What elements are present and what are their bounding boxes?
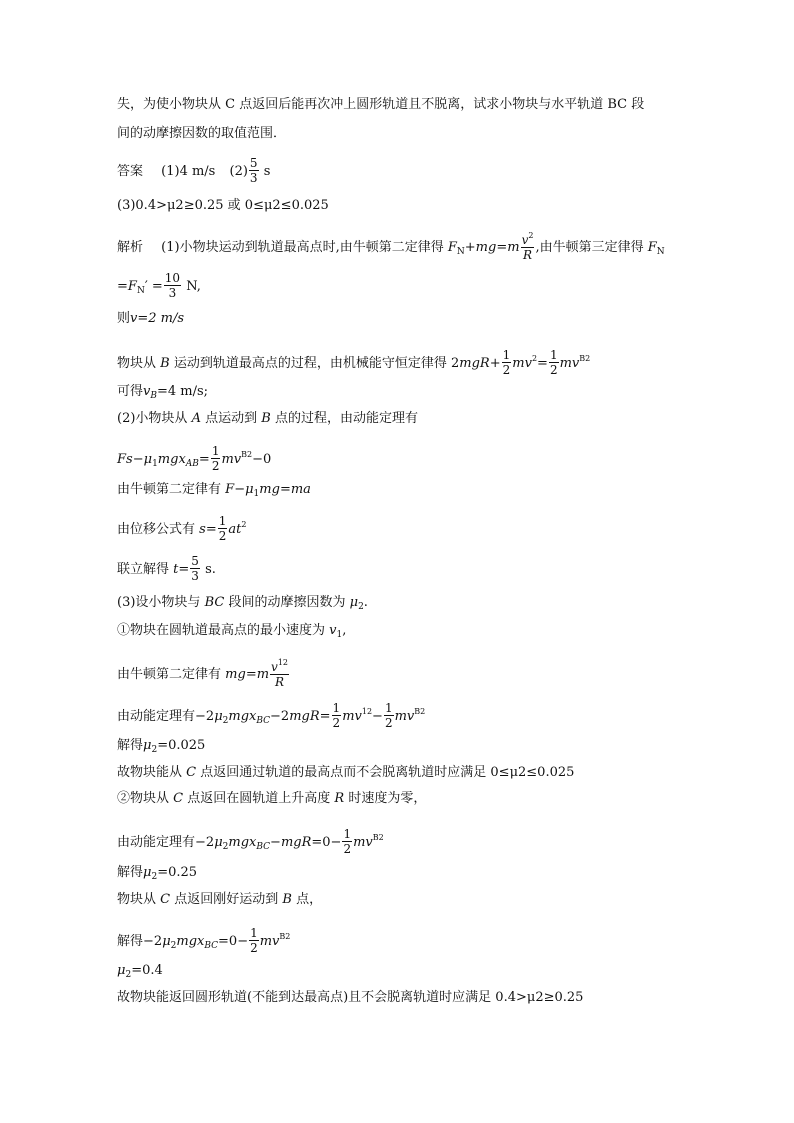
problem-continuation-line-1: 失，为使小物块从 C 点返回后能再次冲上圆形轨道且不脱离，试求小物块与水平轨道 BC 段	[117, 97, 645, 112]
analysis-line-11: (3)设小物块与 BC 段间的动摩擦因数为 $\mu_2$.	[117, 595, 368, 612]
analysis-line-3: 则v=2 m/s	[117, 311, 185, 326]
answer-part-1: (1)4 m/s	[161, 164, 216, 179]
answer-part-2-label: (2)	[229, 164, 248, 179]
analysis-line-15: 解得$\mu_2=0.025$	[117, 738, 206, 755]
fraction-10-3: $\frac{10}{3}$	[164, 271, 181, 300]
analysis-line-18: 由动能定理有$-2\mu_2mgx_{BC}-mgR=0-$ $\frac{1}{2}$ $mv^{B2}$	[117, 827, 384, 856]
answer-part-3: (3)0.4>μ2≥0.25 或 0≤μ2≤0.025	[117, 198, 329, 213]
analysis-line-17: ②物块从 C 点返回在圆轨道上升高度 R 时速度为零，	[117, 791, 427, 806]
analysis-line-22: $\mu_2=0.4$	[117, 963, 163, 980]
analysis-line-13: 由牛顿第二定律有 mg=m $\frac{v^{12}}{R}$	[117, 658, 289, 689]
analysis-line-10: 联立解得 t= $\frac{5}{3}$ s.	[117, 554, 216, 583]
analysis-line-19: 解得$\mu_2=0.25$	[117, 865, 198, 882]
analysis-line-9: 由位移公式有 s= $\frac{1}{2}$ $at^2$	[117, 514, 247, 543]
analysis-line-6: (2)小物块从 A 点运动到 B 点的过程，由动能定理有	[117, 411, 418, 426]
analysis-line-5: 可得$v_B=4$ m/s;	[117, 384, 209, 401]
analysis-line-2: $=F_N'$ = $\frac{10}{3}$ N,	[117, 271, 201, 300]
analysis-line-23: 故物块能返回圆形轨道(不能到达最高点)且不会脱离轨道时应满足 0.4>μ2≥0.25	[117, 990, 584, 1005]
analysis-line-12: ①物块在圆轨道最高点的最小速度为 $v_1$,	[117, 623, 347, 640]
fraction-5-3: $\frac{5}{3}$	[249, 156, 258, 185]
answer-line: 答案 (1)4 m/s (2) $\frac{5}{3}$ s	[117, 156, 271, 185]
analysis-line-14: 由动能定理有$-2\mu_2mgx_{BC}-2mgR=$ $\frac{1}{2}$ $mv^{12}-$ $\frac{1}{2}$ $mv^{B2}$	[117, 701, 426, 730]
problem-continuation-line-2: 间的动摩擦因数的取值范围．	[117, 126, 287, 141]
analysis-line-1: 解析 (1)小物块运动到轨道最高点时,由牛顿第二定律得 $F_N+mg=m$ $\frac{v^2}{R}$ ,由牛顿第三定律得 $F_N$	[117, 231, 665, 262]
analysis-line-4: 物块从 B 运动到轨道最高点的过程，由机械能守恒定律得 2mgR+ $\frac{1}{2}$ $mv^2=$ $\frac{1}{2}$ $mv^{B2}$	[117, 348, 591, 377]
answer-label: 答案	[117, 164, 144, 179]
analysis-line-8: 由牛顿第二定律有 $F-\mu_1mg=ma$	[117, 482, 311, 499]
analysis-line-7: $Fs-\mu_1mgx_{AB}=$ $\frac{1}{2}$ $mv^{B2}-0$	[117, 444, 272, 473]
analysis-line-21: 解得$-2\mu_2mgx_{BC}=0-$ $\frac{1}{2}$ $mv^{B2}$	[117, 926, 291, 955]
analysis-line-16: 故物块能从 C 点返回通过轨道的最高点而不会脱离轨道时应满足 0≤μ2≤0.025	[117, 765, 575, 780]
analysis-line-20: 物块从 C 点返回刚好运动到 B 点，	[117, 892, 323, 907]
analysis-label: 解析	[117, 240, 144, 255]
